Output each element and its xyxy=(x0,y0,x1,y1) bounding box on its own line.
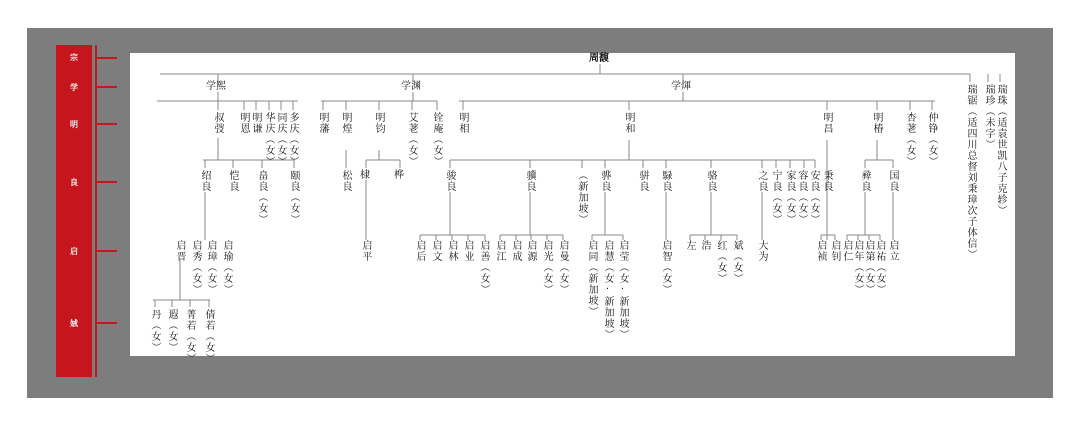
person-node: 启钊 xyxy=(829,240,840,262)
person-node: 左 xyxy=(684,240,695,251)
person-node: 绍良 xyxy=(199,170,210,192)
person-node: 启平 xyxy=(360,240,371,262)
person-node: 启江 xyxy=(494,240,505,262)
person-node: 桦 xyxy=(394,170,404,181)
person-node: 之良 xyxy=(756,170,767,192)
person-node: 红（女） xyxy=(715,240,726,284)
person-node: 骈良 xyxy=(637,170,648,192)
person-node: 大为 xyxy=(756,240,767,262)
person-node: 启善（女） xyxy=(478,240,489,295)
person-node: 启源 xyxy=(525,240,536,262)
person-node: 启业 xyxy=(462,240,473,262)
person-node: 骆良 xyxy=(705,170,716,192)
generation-label: 明 xyxy=(70,120,78,129)
person-node: 杏荖（女） xyxy=(904,112,915,167)
person-node: 启光（女） xyxy=(541,240,552,295)
person-node: 启仁 xyxy=(841,240,852,262)
person-node: 恺良 xyxy=(227,170,238,192)
person-node: 秉良 xyxy=(821,170,832,192)
person-node: （新加坡） xyxy=(576,170,587,225)
generation-label: 娀 xyxy=(70,319,78,328)
generation-label: 宗 xyxy=(70,53,78,62)
person-node: 启瑜（女） xyxy=(221,240,232,295)
person-node: 瑞珍（未字） xyxy=(983,84,994,150)
person-node: 仲铮（女） xyxy=(926,112,937,167)
person-node: 启第（女） xyxy=(863,240,874,295)
person-node: 明谦 xyxy=(250,112,261,134)
person-node: 瑞锯（适四川总督刘秉璋次子体信） xyxy=(965,84,976,260)
person-node: 騄良 xyxy=(660,170,671,192)
person-node: 瑞珠（适袁世凯八子克轸） xyxy=(995,84,1006,216)
person-node: 浩 xyxy=(699,240,710,251)
person-node: 明煌 xyxy=(340,112,351,134)
person-node: 学煇 xyxy=(671,81,691,92)
person-node: 启慧（女·新加坡） xyxy=(602,240,613,340)
person-node: 遐（女） xyxy=(166,309,177,353)
person-node: 启莹（女·新加坡） xyxy=(617,240,628,340)
generation-label: 良 xyxy=(70,178,78,187)
root-person: 周馥 xyxy=(589,53,609,64)
person-node: 棣 xyxy=(360,170,370,181)
person-node: 启曼（女） xyxy=(557,240,568,295)
person-node: 家良（女） xyxy=(784,170,795,225)
person-node: 艾荖（女） xyxy=(406,112,417,167)
person-node: 丹（女） xyxy=(149,309,160,353)
person-node: 菁若（女） xyxy=(184,309,195,364)
person-node: 学渊 xyxy=(401,81,421,92)
person-node: 启年（女） xyxy=(852,240,863,295)
person-node: 多庆（女） xyxy=(287,112,298,167)
person-node: 启晋 xyxy=(174,240,185,262)
person-node: 彛良 xyxy=(859,170,870,192)
person-node: 畠良（女） xyxy=(256,170,267,225)
generation-label: 学 xyxy=(70,83,78,92)
person-node: 明椿 xyxy=(871,112,882,134)
person-node: 宁良（女） xyxy=(770,170,781,225)
person-node: 明和 xyxy=(623,112,634,134)
person-node: 铨庵（女） xyxy=(431,112,442,167)
person-node: 松良 xyxy=(340,170,351,192)
person-node: 斌（女） xyxy=(731,240,742,284)
person-node: 国良 xyxy=(887,170,898,192)
person-node: 明钧 xyxy=(373,112,384,134)
person-node: 启立 xyxy=(887,240,898,262)
person-node: 启秀（女） xyxy=(190,240,201,295)
person-node: 启林 xyxy=(446,240,457,262)
person-node: 启璋（女） xyxy=(205,240,216,295)
person-node: 叔弢 xyxy=(212,112,223,134)
person-node: 明恩 xyxy=(238,112,249,134)
person-node: 学熙 xyxy=(206,81,226,92)
person-node: 明相 xyxy=(457,112,468,134)
person-node: 启同（新加坡） xyxy=(586,240,597,317)
person-node: 骥良 xyxy=(524,170,535,192)
person-node: 明藩 xyxy=(317,112,328,134)
person-node: 容良（女） xyxy=(796,170,807,225)
person-node: 启祐（女） xyxy=(874,240,885,295)
person-node: 安良（女） xyxy=(808,170,819,225)
person-node: 启成 xyxy=(510,240,521,262)
person-node: 启祯 xyxy=(815,240,826,262)
person-node: 华庆（女） xyxy=(263,112,274,167)
person-node: 启智（女） xyxy=(660,240,671,295)
person-node: 启后 xyxy=(414,240,425,262)
person-node: 同庆（女） xyxy=(275,112,286,167)
generation-label: 启 xyxy=(70,247,78,256)
person-node: 骅良 xyxy=(599,170,610,192)
person-node: 倩若（女） xyxy=(203,309,214,364)
person-node: 明昌 xyxy=(821,112,832,134)
person-node: 颐良（女） xyxy=(288,170,299,225)
person-node: 骏良 xyxy=(444,170,455,192)
person-node: 启文 xyxy=(430,240,441,262)
